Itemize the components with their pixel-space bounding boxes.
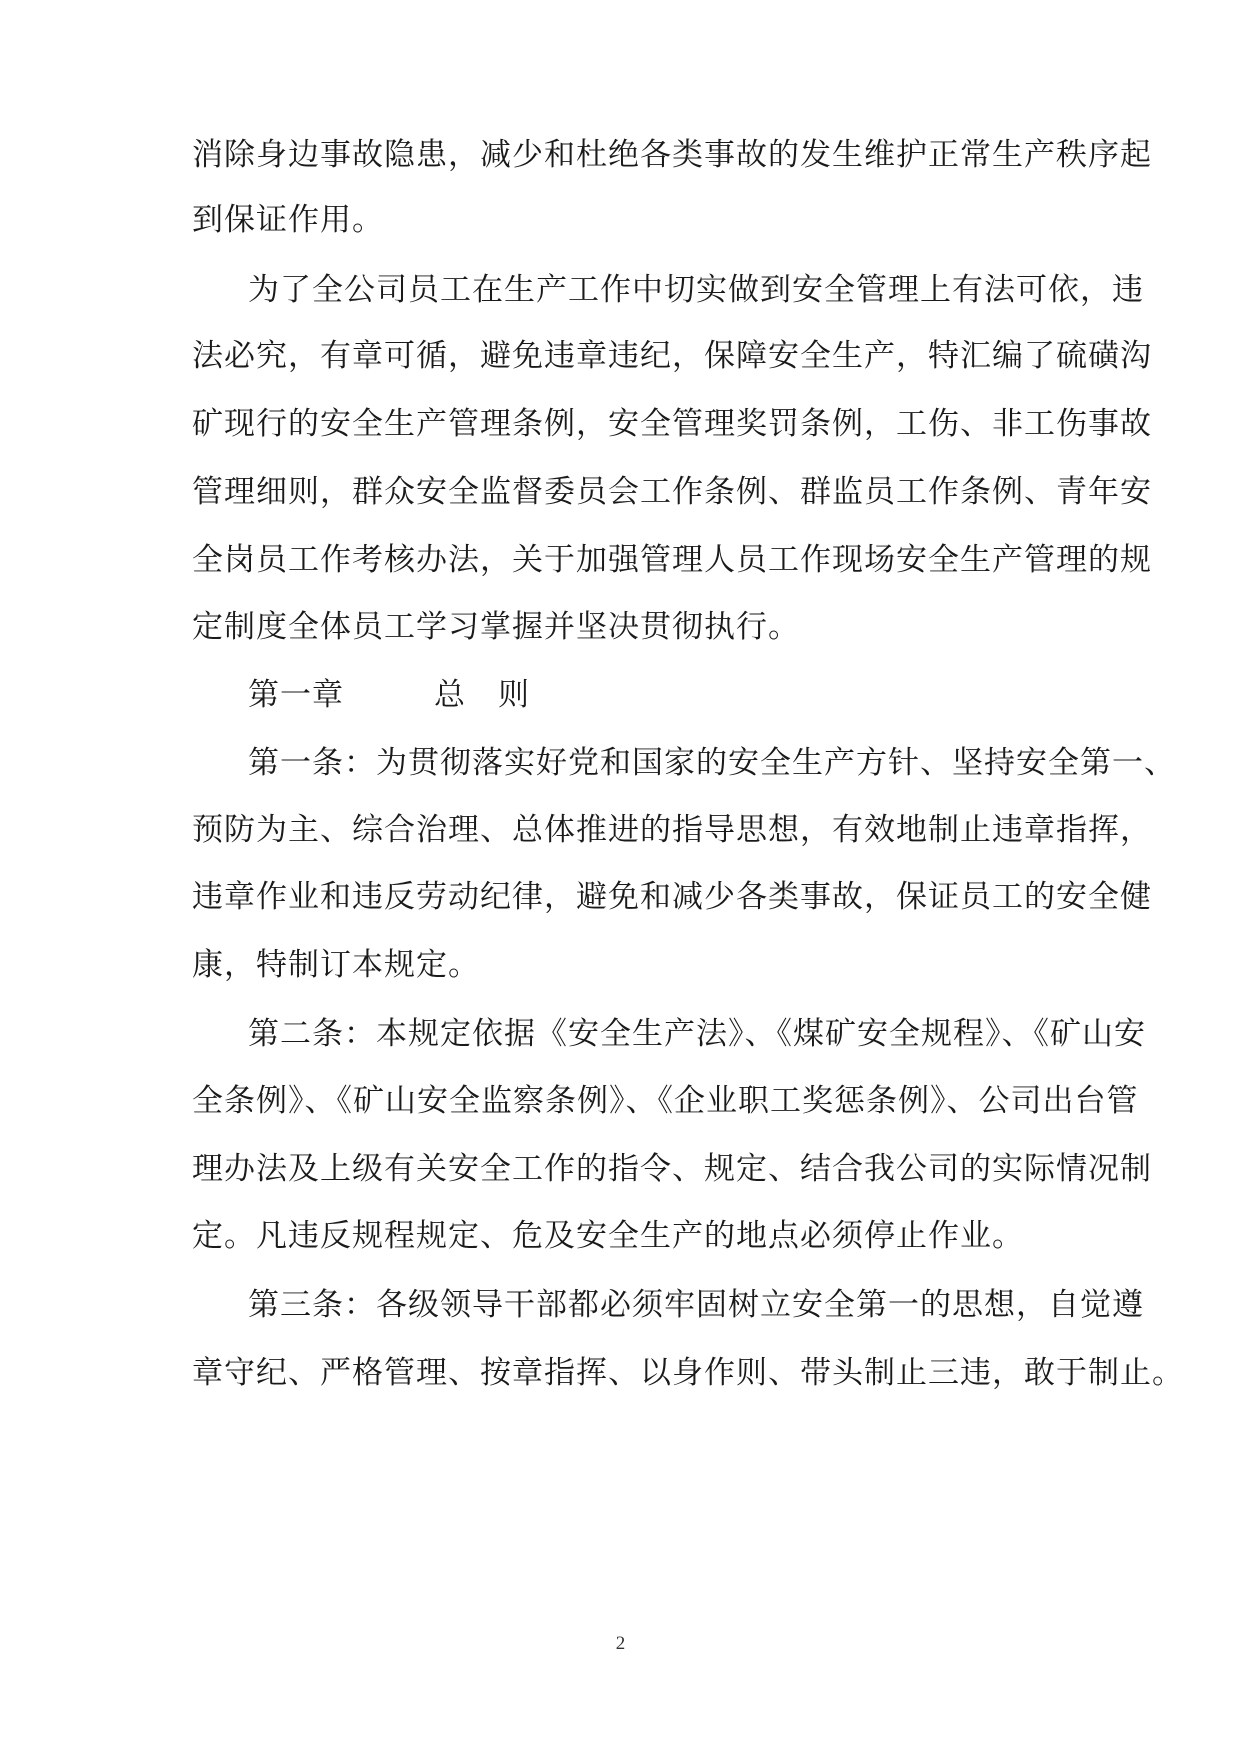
paragraph-line: 法必究，有章可循，避免违章违纪，保障安全生产，特汇编了硫磺沟 — [192, 338, 1152, 374]
chapter-title: 总 则 — [434, 677, 530, 713]
chapter-heading — [248, 675, 648, 715]
article-line: 章守纪、严格管理、按章指挥、以身作则、带头制止三违，敢于制止。 — [192, 1355, 1184, 1391]
paragraph-line: 全岗员工作考核办法，关于加强管理人员工作现场安全生产管理的规 — [192, 542, 1152, 578]
article-line: 违章作业和违反劳动纪律，避免和减少各类事故，保证员工的安全健 — [192, 879, 1152, 915]
paragraph-line: 消除身边事故隐患，减少和杜绝各类事故的发生维护正常生产秩序起 — [192, 137, 1152, 173]
article-line: 康，特制订本规定。 — [192, 947, 480, 983]
article-line: 定。凡违反规程规定、危及安全生产的地点必须停止作业。 — [192, 1218, 1024, 1254]
article-line: 第二条：本规定依据《安全生产法》、《煤矿安全规程》、《矿山安 — [248, 1016, 1146, 1052]
chapter-number: 第一章 — [248, 677, 344, 713]
article-line: 全条例》、《矿山安全监察条例》、《企业职工奖惩条例》、公司出台管 — [192, 1083, 1139, 1119]
article-line: 第三条：各级领导干部都必须牢固树立安全第一的思想，自觉遵 — [248, 1287, 1144, 1323]
paragraph-line: 管理细则，群众安全监督委员会工作条例、群监员工作条例、青年安 — [192, 474, 1152, 510]
article-line: 第一条：为贯彻落实好党和国家的安全生产方针、坚持安全第一、 — [248, 745, 1176, 781]
paragraph-line: 到保证作用。 — [192, 202, 384, 238]
paragraph-line: 定制度全体员工学习掌握并坚决贯彻执行。 — [192, 609, 800, 645]
article-line: 理办法及上级有关安全工作的指令、规定、结合我公司的实际情况制 — [192, 1151, 1152, 1187]
paragraph-line: 矿现行的安全生产管理条例，安全管理奖罚条例，工伤、非工伤事故 — [192, 406, 1152, 442]
page-number: 2 — [615, 1633, 626, 1654]
paragraph-line: 为了全公司员工在生产工作中切实做到安全管理上有法可依，违 — [248, 272, 1144, 308]
article-line: 预防为主、综合治理、总体推进的指导思想，有效地制止违章指挥， — [192, 812, 1152, 848]
